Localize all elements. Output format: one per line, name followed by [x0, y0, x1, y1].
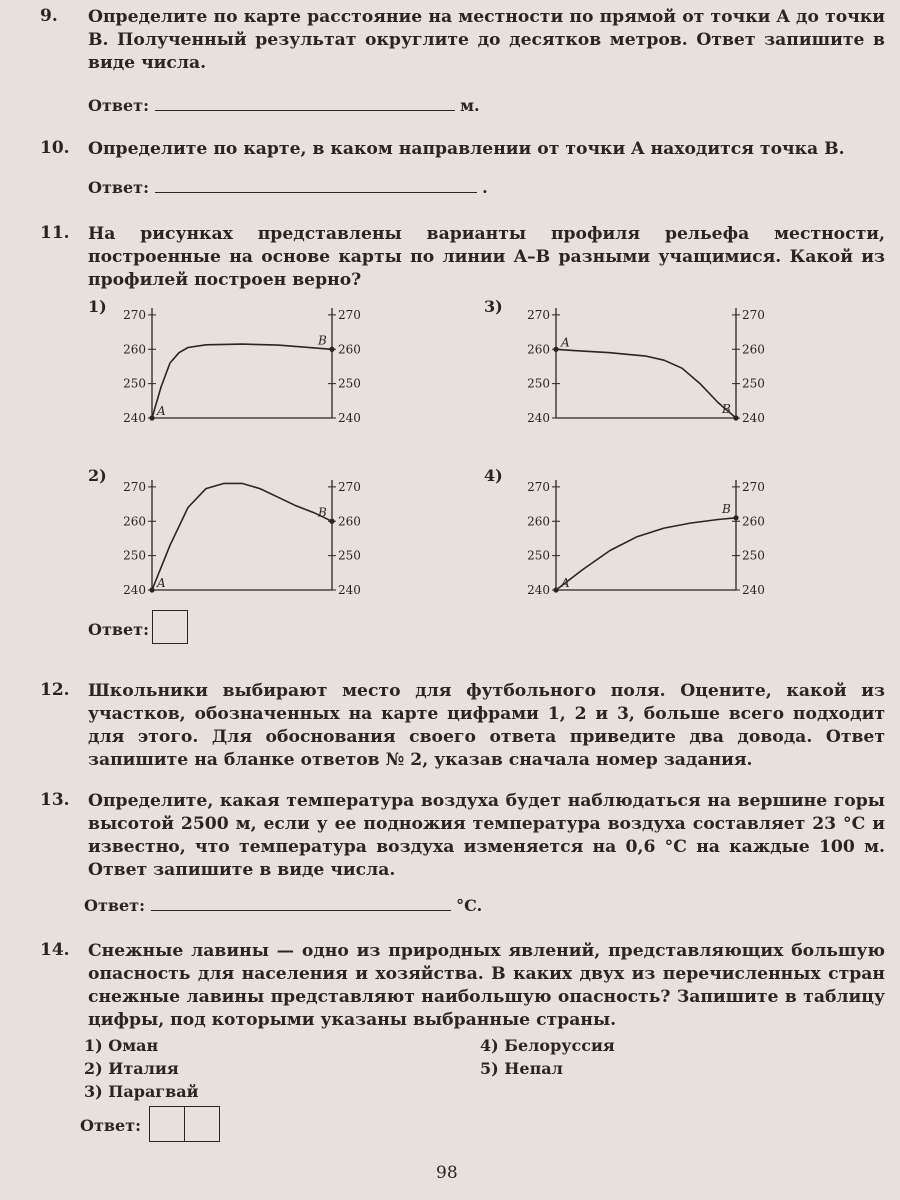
- tick-label-left: 270: [123, 307, 146, 322]
- tick-label-left: 240: [123, 411, 146, 425]
- tick-label-left: 250: [527, 548, 550, 563]
- tick-label-left: 270: [527, 307, 550, 322]
- task-text: На рисунках представлены варианты профиля рельефа местности, построенные на основе карты по линии A–B разными учащимися. Какой из профилей построен верно?: [88, 224, 885, 290]
- answer-line[interactable]: [151, 894, 451, 911]
- point-b-marker: [329, 347, 334, 352]
- answer-14-label: Ответ:: [80, 1116, 141, 1135]
- task-11: [40, 223, 885, 292]
- tick-label-left: 260: [123, 514, 146, 529]
- point-a-label: A: [561, 576, 570, 590]
- answer-11-label: Ответ:: [88, 620, 149, 639]
- tick-label-left: 250: [123, 548, 146, 563]
- task-10: [40, 138, 885, 161]
- profile-line: [556, 349, 736, 418]
- point-b-marker: [733, 415, 738, 420]
- task-text: Определите по карте, в каком направлении от точки A находится точка B.: [88, 139, 845, 159]
- tick-label-left: 260: [527, 514, 550, 529]
- point-a-marker: [553, 587, 558, 592]
- task-text: Школьники выбирают место для футбольного поля. Оцените, какой из участков, обозначенных на карте цифрами 1, 2 и 3, больше всего подходит для этого. Для обоснования своего ответа приведите два довода. Ответ запишите на бланке ответов № 2, указав сначала номер задания.: [88, 681, 885, 770]
- task-text: Снежные лавины — одно из природных явлений, представляющих большую опасность для населения и хозяйства. В каких двух из перечисленных стран снежные лавины представляют наибольшую опасность? Запишите в таблицу цифры, под которыми указаны выбранные страны.: [88, 941, 885, 1030]
- profile-chart-1: [110, 300, 380, 430]
- point-b-label: B: [318, 333, 327, 348]
- options-left: [84, 1034, 198, 1103]
- point-b-label: B: [722, 402, 731, 416]
- answer-10: [88, 176, 488, 197]
- point-a-label: A: [157, 404, 166, 418]
- point-b-marker: [329, 519, 334, 524]
- answer-label: Ответ:: [84, 896, 145, 915]
- answer-11-box[interactable]: [152, 610, 188, 644]
- tick-label-left: 270: [123, 479, 146, 494]
- answer-13: [84, 894, 482, 915]
- option-belarus: 4) Белоруссия: [480, 1036, 615, 1055]
- answer-unit: °C.: [456, 896, 483, 915]
- tick-label-right: 250: [742, 376, 765, 391]
- task-number: 12.: [40, 680, 70, 700]
- tick-label-right: 260: [338, 514, 361, 529]
- answer-unit: м.: [460, 96, 480, 115]
- chart-2-label: 2): [88, 466, 107, 485]
- answer-line[interactable]: [155, 94, 455, 111]
- tick-label-left: 260: [527, 342, 550, 357]
- tick-label-right: 250: [338, 376, 361, 391]
- profile-line: [556, 518, 736, 590]
- tick-label-left: 250: [123, 376, 146, 391]
- task-text: Определите, какая температура воздуха будет наблюдаться на вершине горы высотой 2500 м, если у ее подножия температура воздуха составляет 23 °C и известно, что температура воздуха изменяется на 0,6 °C на каждые 100 м. Ответ запишите в виде числа.: [88, 791, 885, 880]
- answer-label: Ответ:: [88, 178, 149, 197]
- task-14: [40, 940, 885, 1032]
- point-a-label: A: [157, 576, 166, 590]
- tick-label-left: 240: [123, 583, 146, 597]
- tick-label-left: 240: [527, 411, 550, 425]
- option-nepal: 5) Непал: [480, 1059, 563, 1078]
- task-number: 10.: [40, 138, 70, 158]
- tick-label-right: 250: [338, 548, 361, 563]
- point-a-marker: [149, 587, 154, 592]
- point-b-label: B: [318, 505, 327, 520]
- chart-1-label: 1): [88, 297, 107, 316]
- task-number: 14.: [40, 940, 70, 960]
- task-9: [40, 6, 885, 75]
- profile-chart-4: [514, 472, 784, 602]
- answer-line[interactable]: [155, 176, 477, 193]
- point-a-marker: [149, 415, 154, 420]
- option-italy: 2) Италия: [84, 1059, 179, 1078]
- tick-label-left: 250: [527, 376, 550, 391]
- tick-label-right: 270: [338, 307, 361, 322]
- point-b-label: B: [722, 501, 731, 516]
- answer-9: [88, 94, 480, 115]
- point-a-label: A: [561, 335, 570, 350]
- option-paraguay: 3) Парагвай: [84, 1082, 199, 1101]
- page-number: 98: [436, 1163, 458, 1183]
- tick-label-right: 240: [742, 583, 765, 597]
- tick-label-right: 240: [338, 583, 361, 597]
- answer-14-cell-2[interactable]: [184, 1106, 220, 1142]
- task-number: 9.: [40, 6, 58, 26]
- answer-14-cell-1[interactable]: [149, 1106, 185, 1142]
- task-number: 11.: [40, 223, 70, 243]
- answer-label: Ответ:: [88, 96, 149, 115]
- tick-label-left: 270: [527, 479, 550, 494]
- answer-unit: .: [482, 178, 488, 197]
- point-a-marker: [553, 347, 558, 352]
- chart-3-label: 3): [484, 297, 503, 316]
- tick-label-right: 260: [742, 342, 765, 357]
- tick-label-left: 260: [123, 342, 146, 357]
- tick-label-right: 270: [742, 479, 765, 494]
- task-12: [40, 680, 885, 772]
- tick-label-left: 240: [527, 583, 550, 597]
- tick-label-right: 270: [742, 307, 765, 322]
- task-13: [40, 790, 885, 882]
- tick-label-right: 270: [338, 479, 361, 494]
- tick-label-right: 240: [338, 411, 361, 425]
- point-b-marker: [733, 515, 738, 520]
- options-right: [480, 1034, 615, 1080]
- tick-label-right: 250: [742, 548, 765, 563]
- task-number: 13.: [40, 790, 70, 810]
- profile-chart-3: [514, 300, 784, 430]
- profile-line: [152, 483, 332, 590]
- tick-label-right: 240: [742, 411, 765, 425]
- tick-label-right: 260: [742, 514, 765, 529]
- profile-line: [152, 344, 332, 418]
- profile-chart-2: [110, 472, 380, 602]
- chart-4-label: 4): [484, 466, 503, 485]
- task-text: Определите по карте расстояние на местности по прямой от точки A до точки B. Полученный результат округлите до десятков метров. Ответ запишите в виде числа.: [88, 7, 885, 73]
- tick-label-right: 260: [338, 342, 361, 357]
- option-oman: 1) Оман: [84, 1036, 159, 1055]
